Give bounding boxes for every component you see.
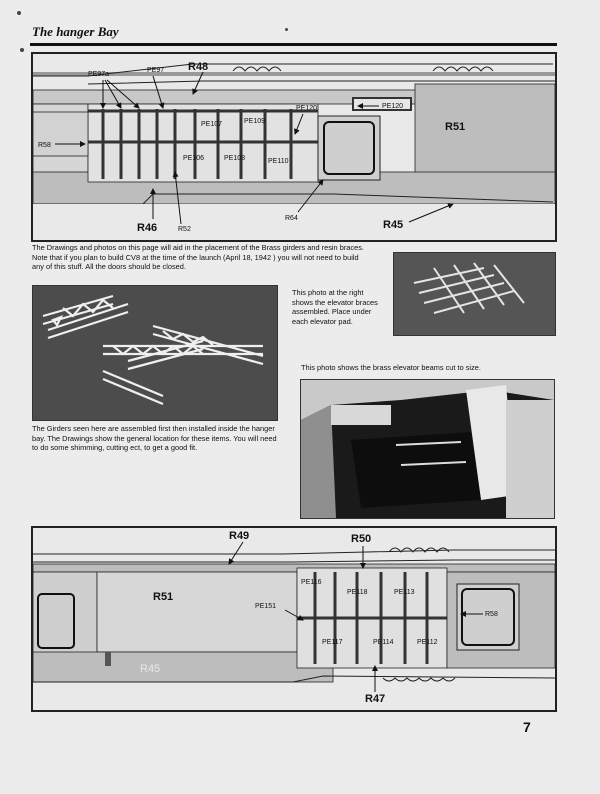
label-r50: R50 — [351, 533, 372, 545]
page-number: 7 — [523, 719, 531, 735]
label-pe97a: PE97a — [88, 71, 110, 78]
label-r58: R58 — [38, 142, 51, 149]
label-r49: R49 — [229, 530, 250, 542]
label-pe120-b: PE120 — [382, 103, 404, 110]
page-title: The hanger Bay — [32, 24, 119, 39]
paper-speck — [17, 11, 21, 15]
label-pe116: PE116 — [301, 579, 322, 586]
intro-paragraph: The Drawings and photos on this page will aid in the placement of the Brass girders and resin braces. Note that if you plan to build CV8 at the time of the launch (April 18, 1942 ) you will not need to build any of this stuff. All the doors should be closed. — [32, 243, 364, 272]
elevator-beams-photo — [300, 379, 555, 519]
label-r52: R52 — [178, 226, 191, 233]
label-r47: R47 — [365, 693, 386, 705]
label-r64: R64 — [285, 215, 298, 222]
header-rule — [30, 43, 557, 46]
top-hanger-drawing — [31, 52, 557, 242]
label-r51: R51 — [445, 121, 466, 133]
label-r58: R58 — [485, 611, 498, 618]
label-r51: R51 — [153, 591, 174, 603]
label-r45: R45 — [383, 219, 404, 231]
label-r46: R46 — [137, 222, 158, 234]
label-pe112: PE112 — [417, 639, 438, 646]
label-pe97: PE97 — [147, 67, 165, 74]
label-pe109: PE109 — [244, 118, 266, 125]
label-pe113: PE113 — [394, 589, 415, 596]
girders-photo — [32, 285, 278, 421]
beams-caption: This photo shows the brass elevator beams cut to size. — [301, 363, 481, 372]
elevator-braces-photo — [393, 252, 556, 336]
braces-caption: This photo at the right shows the elevator braces assembled. Place under each elevator pad. — [292, 288, 378, 326]
label-pe151: PE151 — [255, 603, 277, 610]
bottom-hanger-drawing — [31, 526, 557, 712]
label-pe106: PE106 — [183, 155, 205, 162]
paper-speck — [285, 28, 288, 31]
label-r48: R48 — [188, 61, 209, 73]
label-pe110: PE110 — [268, 158, 289, 165]
label-pe114: PE114 — [373, 639, 394, 646]
girders-caption: The Girders seen here are assembled first then installed inside the hanger bay. The Drawings show the general location for these items. You will need to do some shimming, cutting ect, to get a good fit. — [32, 424, 277, 453]
label-r45: R45 — [140, 663, 161, 675]
label-pe117: PE117 — [322, 639, 343, 646]
paper-speck — [20, 48, 24, 52]
label-pe120-a: PE120 — [296, 105, 318, 112]
label-pe107: PE107 — [201, 121, 223, 128]
label-pe108: PE108 — [224, 155, 246, 162]
label-pe118: PE118 — [347, 589, 368, 596]
